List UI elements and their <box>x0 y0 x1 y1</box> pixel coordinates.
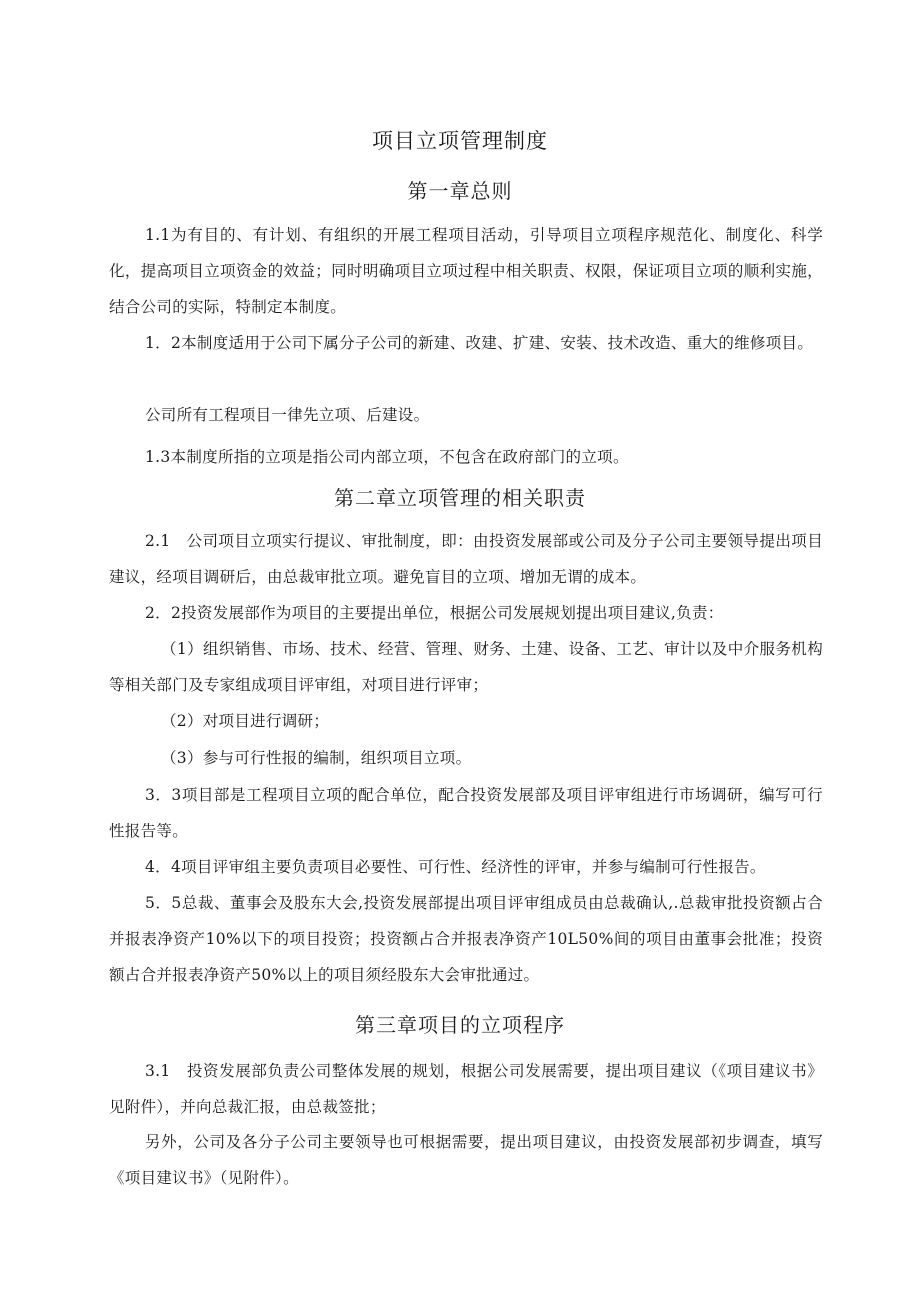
chapter-2-paragraph-3: 3．3项目部是工程项目立项的配合单位，配合投资发展部及项目评审组进行市场调研，编写可行性报告等。 <box>109 786 823 840</box>
chapter-2-paragraph-5: 5．5总裁、董事会及股东大会,投资发展部提出项目评审组成员由总裁确认,.总裁审批投资额占合并报表净资产10%以下的项目投资；投资额占合并报表净资产10L50%间的项目由董事会批准；投资额占合并报表净资产50%以上的项目须经股东大会审批通过。 <box>109 894 823 984</box>
chapter-1-heading: 第一章总则 <box>407 179 513 203</box>
chapter-2-heading: 第二章立项管理的相关职责 <box>334 486 586 510</box>
chapter-2-item-2: （2）对项目进行调研； <box>161 712 330 730</box>
chapter-2-item-3: （3）参与可行性报的编制，组织项目立项。 <box>161 749 472 767</box>
chapter-1-paragraph-4: 1.3本制度所指的立项是指公司内部立项，不包含在政府部门的立项。 <box>145 448 629 466</box>
chapter-1-paragraph-2: 1．2本制度适用于公司下属分子公司的新建、改建、扩建、安装、技术改造、重大的维修项目。 <box>145 334 814 352</box>
chapter-3-heading: 第三章项目的立项程序 <box>355 1013 565 1037</box>
document-title: 项目立项管理制度 <box>372 129 548 153</box>
chapter-3-paragraph-2: 另外，公司及各分子公司主要领导也可根据需要，提出项目建议，由投资发展部初步调查，填写《项目建议书》（见附件）。 <box>109 1133 823 1187</box>
chapter-2-item-1: （1）组织销售、市场、技术、经营、管理、财务、土建、设备、工艺、审计以及中介服务机构等相关部门及专家组成项目评审组，对项目进行评审； <box>109 640 823 694</box>
chapter-1-paragraph-3: 公司所有工程项目一律先立项、后建设。 <box>145 406 430 424</box>
chapter-2-paragraph-2: 2．2投资发展部作为项目的主要提出单位，根据公司发展规划提出项目建议,负责： <box>145 604 724 622</box>
chapter-2-paragraph-1: 2.1 公司项目立项实行提议、审批制度，即：由投资发展部或公司及分子公司主要领导提出项目建议，经项目调研后，由总裁审批立项。避免盲目的立项、增加无谓的成本。 <box>109 532 823 586</box>
chapter-2-paragraph-4: 4．4项目评审组主要负责项目必要性、可行性、经济性的评审，并参与编制可行性报告。 <box>145 858 766 876</box>
chapter-1-paragraph-1: 1.1为有目的、有计划、有组织的开展工程项目活动，引导项目立项程序规范化、制度化、科学化，提高项目立项资金的效益；同时明确项目立项过程中相关职责、权限，保证项目立项的顺利实施，结合公司的实际，特制定本制度。 <box>109 226 823 316</box>
chapter-3-paragraph-1: 3.1 投资发展部负责公司整体发展的规划，根据公司发展需要，提出项目建议（《项目建议书》见附件），并向总裁汇报，由总裁签批； <box>109 1062 823 1116</box>
